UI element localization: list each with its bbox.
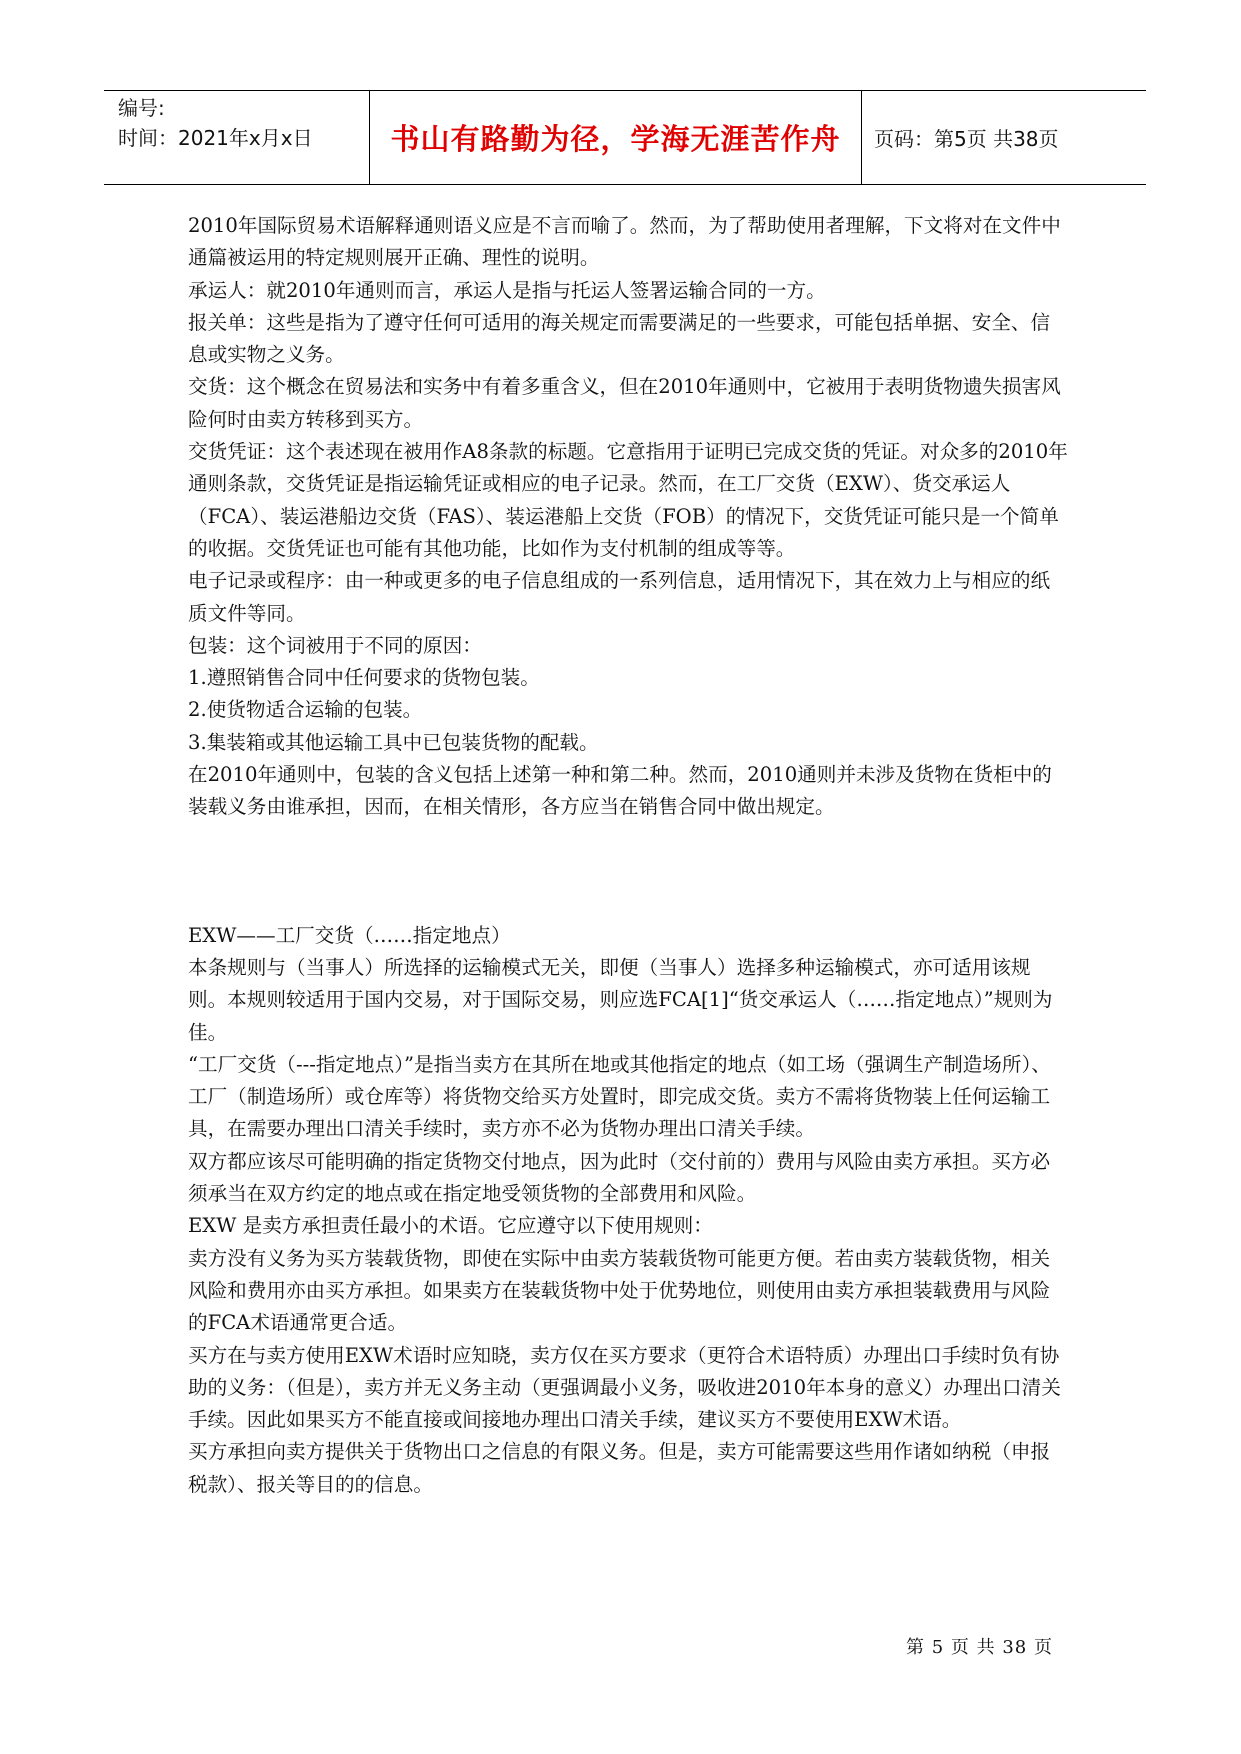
paragraph: 卖方没有义务为买方装载货物，即使在实际中由卖方装载货物可能更方便。若由卖方装载货物，相关风险和费用亦由买方承担。如果卖方在装载货物中处于优势地位，则使用由卖方承担装载费用与风险的FCA术语通常更合适。 — [188, 1246, 1051, 1335]
document-number-label: 编号: — [118, 96, 165, 120]
paragraph: 电子记录或程序：由一种或更多的电子信息组成的一系列信息，适用情况下，其在效力上与相应的纸质文件等同。 — [188, 569, 1051, 625]
paragraph: 买方在与卖方使用EXW术语时应知晓，卖方仅在买方要求（更符合术语特质）办理出口手续时负有协助的义务：（但是），卖方并无义务主动（更强调最小义务，吸收进2010年本身的意义）办理出口清关手续。因此如果买方不能直接或间接地办理出口清关手续，建议买方不要使用EXW术语。 — [188, 1343, 1061, 1432]
paragraph: “工厂交货（---指定地点）”是指当卖方在其所在地或其他指定的地点（如工场（强调生产制造场所）、工厂（制造场所）或仓库等）将货物交给买方处置时，即完成交货。卖方不需将货物装上任何运输工具，在需要办理出口清关手续时，卖方亦不必为货物办理出口清关手续。 — [188, 1052, 1051, 1141]
section-spacer — [188, 824, 1068, 920]
document-time-label: 时间：2021年x月x日 — [118, 126, 313, 150]
paragraph: 双方都应该尽可能明确的指定货物交付地点，因为此时（交付前的）费用与风险由卖方承担。买方必须承当在双方约定的地点或在指定地受领货物的全部费用和风险。 — [188, 1149, 1051, 1206]
header-page-label: 页码：第5页 共38页 — [874, 127, 1059, 151]
section-heading: EXW——工厂交货（……指定地点） — [188, 923, 511, 947]
paragraph: EXW 是卖方承担责任最小的术语。它应遵守以下使用规则： — [188, 1214, 713, 1238]
header-info-cell — [104, 91, 370, 184]
paragraph: 2010年国际贸易术语解释通则语义应是不言而喻了。然而，为了帮助使用者理解，下文将对在文件中通篇被运用的特定规则展开正确、理性的说明。 — [188, 214, 1061, 270]
document-body — [188, 210, 1068, 1501]
list-item: 3.集装箱或其他运输工具中已包装货物的配载。 — [188, 730, 599, 754]
header-slogan: 书山有路勤为径，学海无涯苦作舟 — [370, 91, 862, 184]
paragraph: 报关单：这些是指为了遵守任何可适用的海关规定而需要满足的一些要求，可能包括单据、安全、信息或实物之义务。 — [188, 310, 1051, 367]
page-footer-number: 第 5 页 共 38 页 — [906, 1637, 1053, 1658]
paragraph: 交货：这个概念在贸易法和实务中有着多重含义，但在2010年通则中，它被用于表明货物遗失损害风险何时由卖方转移到买方。 — [188, 375, 1061, 431]
list-item: 2.使货物适合运输的包装。 — [188, 698, 423, 722]
paragraph: 买方承担向卖方提供关于货物出口之信息的有限义务。但是，卖方可能需要这些用作诸如纳税（申报税款）、报关等目的的信息。 — [188, 1440, 1051, 1496]
paragraph: 在2010年通则中，包装的含义包括上述第一种和第二种。然而，2010通则并未涉及货物在货柜中的装载义务由谁承担，因而，在相关情形，各方应当在销售合同中做出规定。 — [188, 763, 1052, 819]
page-header — [104, 90, 1146, 185]
paragraph: 交货凭证：这个表述现在被用作A8条款的标题。它意指用于证明已完成交货的凭证。对众多的2010年通则条款，交货凭证是指运输凭证或相应的电子记录。然而，在工厂交货（EXW）、货交承运人（FCA）、装运港船边交货（FAS）、装运港船上交货（FOB）的情况下，交货凭证可能只是一个简单的收据。交货凭证也可能有其他功能，比如作为支付机制的组成等等。 — [188, 440, 1068, 560]
paragraph: 本条规则与（当事人）所选择的运输模式无关，即便（当事人）选择多种运输模式，亦可适用该规则。本规则较适用于国内交易，对于国际交易，则应选FCA[1]“货交承运人（……指定地点）”规则为佳。 — [188, 955, 1053, 1044]
paragraph: 承运人：就2010年通则而言，承运人是指与托运人签署运输合同的一方。 — [188, 278, 826, 302]
list-item: 1.遵照销售合同中任何要求的货物包装。 — [188, 666, 540, 690]
paragraph: 包装：这个词被用于不同的原因： — [188, 633, 482, 657]
